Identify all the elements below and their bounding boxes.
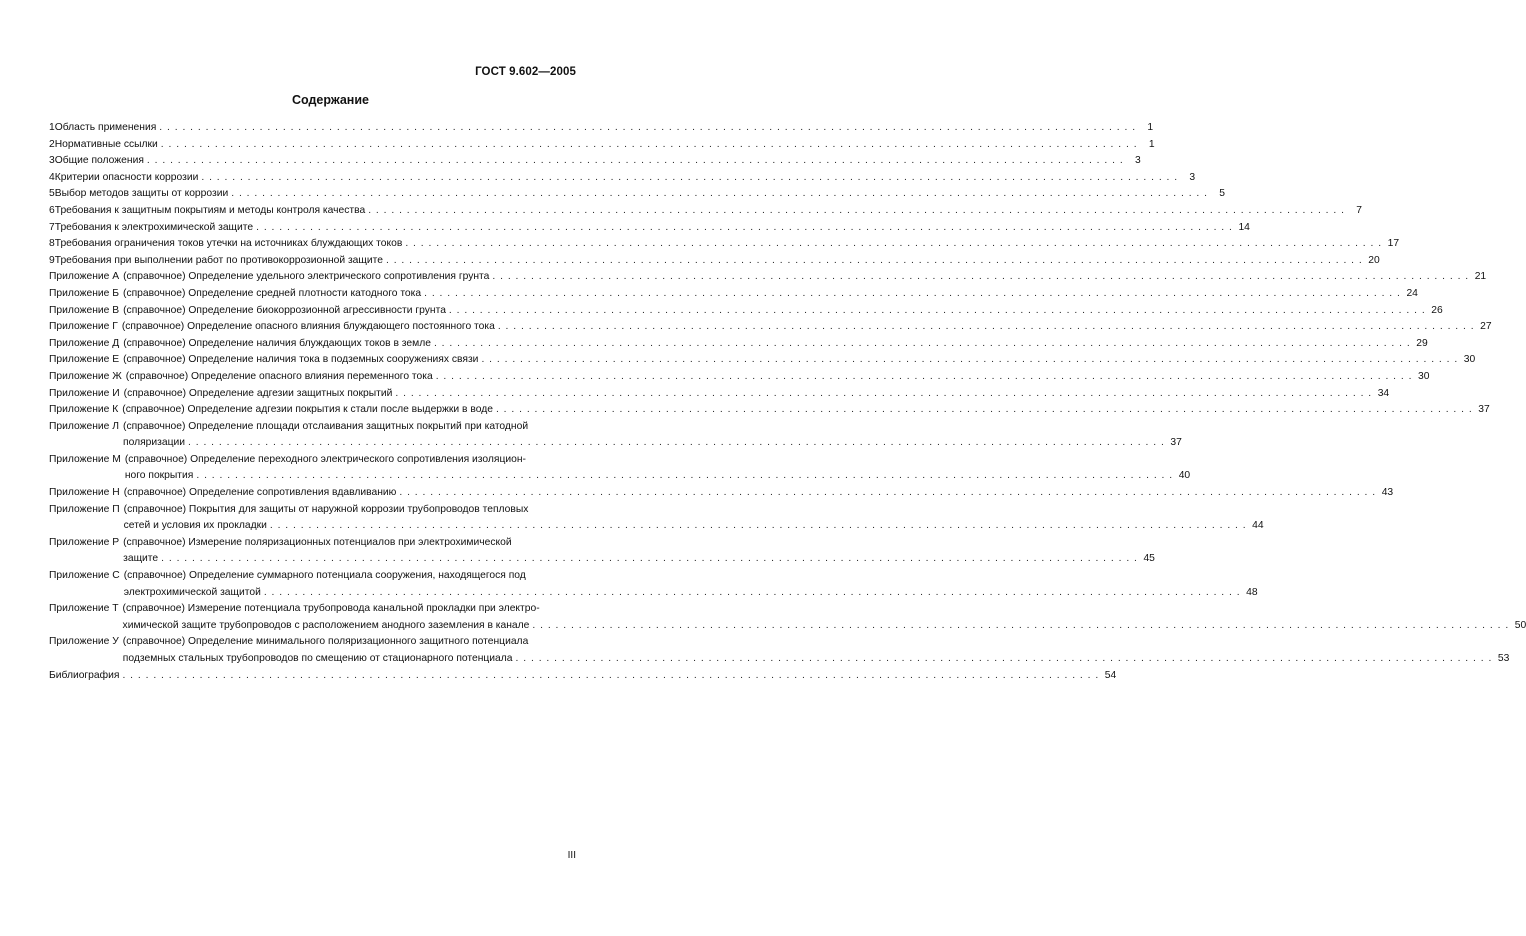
toc-entry-label: (справочное) Определение минимального поляризационного защитного потенциала xyxy=(122,636,529,648)
page-title: Содержание xyxy=(291,93,369,107)
appendix-heading: Приложение А xyxy=(49,271,120,283)
leader-dots xyxy=(270,518,1247,535)
leader-dots xyxy=(434,336,1411,353)
toc-entry-number: 2 xyxy=(49,138,55,150)
leader-dots xyxy=(532,618,1509,635)
toc-entry-page: 50 xyxy=(1514,619,1526,631)
leader-dots xyxy=(481,352,1458,369)
toc-appendix[interactable] xyxy=(49,369,1430,386)
toc-entry-page: 20 xyxy=(1368,254,1380,266)
toc-entry-label: (справочное) Определение биокоррозионной агрессивности грунта xyxy=(123,304,446,316)
toc-entry-page: 37 xyxy=(1170,437,1182,449)
toc-entry-page: 34 xyxy=(1377,387,1390,399)
toc-entry[interactable] xyxy=(49,203,1362,220)
toc-entry-page: 53 xyxy=(1497,653,1510,664)
toc-entry[interactable] xyxy=(49,170,1196,187)
appendix-heading: Приложение Л xyxy=(49,420,120,432)
toc-appendix[interactable] xyxy=(49,286,1418,303)
leader-dots xyxy=(161,137,1138,154)
toc-appendix[interactable] xyxy=(49,502,1264,535)
leader-dots xyxy=(399,485,1376,502)
toc-entry-number: 1 xyxy=(49,122,55,133)
toc-entry-label: (справочное) Определение площади отслаивания защитных покрытий при катодной xyxy=(123,420,529,432)
toc-entry-page: 40 xyxy=(1178,470,1191,482)
toc-appendix[interactable] xyxy=(49,419,1182,452)
leader-dots xyxy=(449,303,1426,320)
appendix-heading: Приложение Д xyxy=(49,337,120,349)
toc-entry-label: (справочное) Измерение потенциала трубопровода канальной прокладки при электро- xyxy=(122,603,540,615)
toc-entry-label: Область применения xyxy=(54,122,157,133)
toc-entry-page: 17 xyxy=(1387,238,1400,250)
leader-dots xyxy=(161,551,1138,568)
appendix-heading: Приложение К xyxy=(49,404,119,416)
toc-entry-number: 4 xyxy=(49,171,55,183)
toc-appendix[interactable] xyxy=(49,319,1492,336)
leader-dots xyxy=(498,319,1475,336)
leader-dots xyxy=(386,253,1363,270)
appendix-heading: Приложение Н xyxy=(49,487,120,499)
toc-entry-label: (справочное) Определение суммарного потенциала сооружения, находящегося под xyxy=(123,570,526,582)
leader-dots xyxy=(201,170,1178,187)
appendix-heading: Приложение В xyxy=(49,304,120,316)
toc-entry-number: 3 xyxy=(49,155,55,167)
leader-dots xyxy=(264,585,1241,602)
toc-entry-label: Требования к электрохимической защите xyxy=(54,221,254,233)
toc-appendix[interactable] xyxy=(49,568,1258,601)
toc-entry[interactable] xyxy=(49,137,1155,154)
toc-entry[interactable] xyxy=(49,153,1141,170)
toc-entry-label: Требования ограничения токов утечки на источниках блуждающих токов xyxy=(54,238,403,250)
appendix-heading: Приложение У xyxy=(49,636,119,648)
appendix-heading: Приложение Б xyxy=(49,287,120,299)
appendix-heading: Приложение П xyxy=(49,503,120,515)
toc-entry-number: 8 xyxy=(49,238,55,250)
toc-entry-page: 7 xyxy=(1356,204,1362,216)
toc-entry-page: 27 xyxy=(1480,321,1492,333)
leader-dots xyxy=(424,286,1401,303)
appendix-heading: Приложение С xyxy=(49,570,120,582)
toc-entry-page: 24 xyxy=(1406,287,1418,299)
toc-entry-page: 14 xyxy=(1238,221,1250,233)
toc-entry-page: 1 xyxy=(1147,122,1154,133)
toc-entry-page: 1 xyxy=(1148,138,1155,150)
toc-entry-number: 7 xyxy=(49,221,55,233)
toc-entry[interactable] xyxy=(49,220,1250,237)
toc-entry-label-cont: ного покрытия xyxy=(124,470,194,482)
toc-entry-number: 6 xyxy=(49,204,55,216)
toc-entry-label: (справочное) Определение опасного влияния переменного тока xyxy=(125,370,433,382)
toc-entry-page: 30 xyxy=(1418,370,1430,382)
toc-entry-page: 43 xyxy=(1381,487,1394,499)
toc-entry-label-cont: электрохимической защитой xyxy=(123,586,261,598)
leader-dots xyxy=(496,402,1473,419)
toc-appendix[interactable] xyxy=(49,402,1490,419)
toc-entry-label: (справочное) Определение адгезии покрытия к стали после выдержки в воде xyxy=(122,404,493,416)
leader-dots xyxy=(147,153,1124,170)
toc-entry-page: 37 xyxy=(1478,404,1490,416)
toc-entry-label: Нормативные ссылки xyxy=(54,138,158,150)
toc-entry-page: 26 xyxy=(1431,304,1443,316)
toc-entry-number: 9 xyxy=(49,254,55,266)
toc-appendix[interactable] xyxy=(49,386,1390,403)
toc-entry-label-cont: подземных стальных трубопроводов по смещению от стационарного потенциала xyxy=(122,653,513,664)
toc-entry-label: (справочное) Определение наличия блуждающих токов в земле xyxy=(123,337,431,349)
toc-entry-label: (справочное) Определение сопротивления вдавливанию xyxy=(123,487,397,499)
toc-appendix[interactable] xyxy=(49,452,1191,485)
toc-entry-label: (справочное) Определение наличия тока в подземных сооружениях связи xyxy=(123,354,479,366)
appendix-heading: Приложение Р xyxy=(49,536,120,548)
toc-entry-label: (справочное) Определение переходного электрического сопротивления изоляцион- xyxy=(124,453,526,465)
toc-entry-page: 48 xyxy=(1246,586,1258,598)
toc-entry-page: 45 xyxy=(1143,553,1155,565)
leader-dots xyxy=(159,120,1136,137)
toc-entry-label: Библиография xyxy=(49,669,120,681)
appendix-heading: Приложение И xyxy=(49,387,120,399)
toc-appendix[interactable] xyxy=(49,269,1487,286)
toc-entry-label: (справочное) Определение средней плотности катодного тока xyxy=(123,287,422,299)
leader-dots xyxy=(122,668,1099,685)
leader-dots xyxy=(256,220,1233,237)
toc-entry-label: Требования к защитным покрытиям и методы контроля качества xyxy=(54,204,366,216)
leader-dots xyxy=(516,651,1493,668)
leader-dots xyxy=(395,386,1372,403)
toc-entry-label: (справочное) Определение удельного электрического сопротивления грунта xyxy=(123,271,490,283)
leader-dots xyxy=(492,269,1469,286)
toc-appendix[interactable] xyxy=(49,535,1155,568)
toc-entry-page: 30 xyxy=(1463,354,1476,366)
toc-entry-label: Общие положения xyxy=(54,155,144,167)
leader-dots xyxy=(405,236,1382,253)
page-number: III xyxy=(567,850,576,861)
leader-dots xyxy=(188,435,1165,452)
leader-dots xyxy=(196,468,1173,485)
toc-entry-page: 5 xyxy=(1219,188,1226,200)
toc-entry[interactable] xyxy=(49,236,1400,253)
leader-dots xyxy=(231,186,1208,203)
toc-entry-number: 5 xyxy=(49,188,55,200)
toc-entry-label-cont: химической защите трубопроводов с расположением анодного заземления в канале xyxy=(122,619,530,631)
toc-entry-page: 3 xyxy=(1189,171,1196,183)
document-code: ГОСТ 9.602—2005 xyxy=(475,66,576,78)
toc-entry-page: 44 xyxy=(1252,520,1264,532)
appendix-heading: Приложение Е xyxy=(49,354,120,366)
leader-dots xyxy=(436,369,1413,386)
toc-entry-page: 29 xyxy=(1416,337,1428,349)
toc-entry-label: Критерии опасности коррозии xyxy=(54,171,199,183)
toc-entry-label-cont: защите xyxy=(123,553,159,565)
toc-entry-page: 3 xyxy=(1134,155,1141,167)
toc-appendix[interactable] xyxy=(49,634,1510,667)
toc-entry[interactable] xyxy=(49,186,1226,203)
toc-entry-label: Выбор методов защиты от коррозии xyxy=(54,188,229,200)
toc-appendix[interactable] xyxy=(49,352,1476,369)
toc-entry-label: (справочное) Измерение поляризационных потенциалов при электрохимической xyxy=(123,536,512,548)
toc-entry-page: 21 xyxy=(1474,271,1487,283)
leader-dots xyxy=(368,203,1345,220)
toc-entry-page: 54 xyxy=(1104,669,1117,681)
toc-entry-label: (справочное) Определение опасного влияния блуждающего постоянного тока xyxy=(121,321,495,333)
toc-entry[interactable] xyxy=(49,253,1380,270)
toc-entry-label-cont: поляризации xyxy=(123,437,186,449)
toc-appendix[interactable] xyxy=(49,485,1394,502)
toc-entry[interactable] xyxy=(49,120,1154,137)
appendix-heading: Приложение Г xyxy=(49,321,118,333)
appendix-heading: Приложение М xyxy=(49,453,121,465)
toc-entry-label: (справочное) Определение адгезии защитных покрытий xyxy=(123,387,393,399)
toc-appendix[interactable] xyxy=(49,601,1526,634)
toc-appendix[interactable] xyxy=(49,336,1428,353)
appendix-heading: Приложение Ж xyxy=(49,370,122,382)
toc-appendix[interactable] xyxy=(49,303,1443,320)
toc-bibliography[interactable] xyxy=(49,668,1117,685)
toc-entry-label-cont: сетей и условия их прокладки xyxy=(123,520,267,532)
toc-entry-label: (справочное) Покрытия для защиты от наружной коррозии трубопроводов тепловых xyxy=(123,503,529,515)
appendix-heading: Приложение Т xyxy=(49,603,119,615)
table-of-contents xyxy=(49,120,1526,684)
toc-entry-label: Требования при выполнении работ по противокоррозионной защите xyxy=(54,254,383,266)
